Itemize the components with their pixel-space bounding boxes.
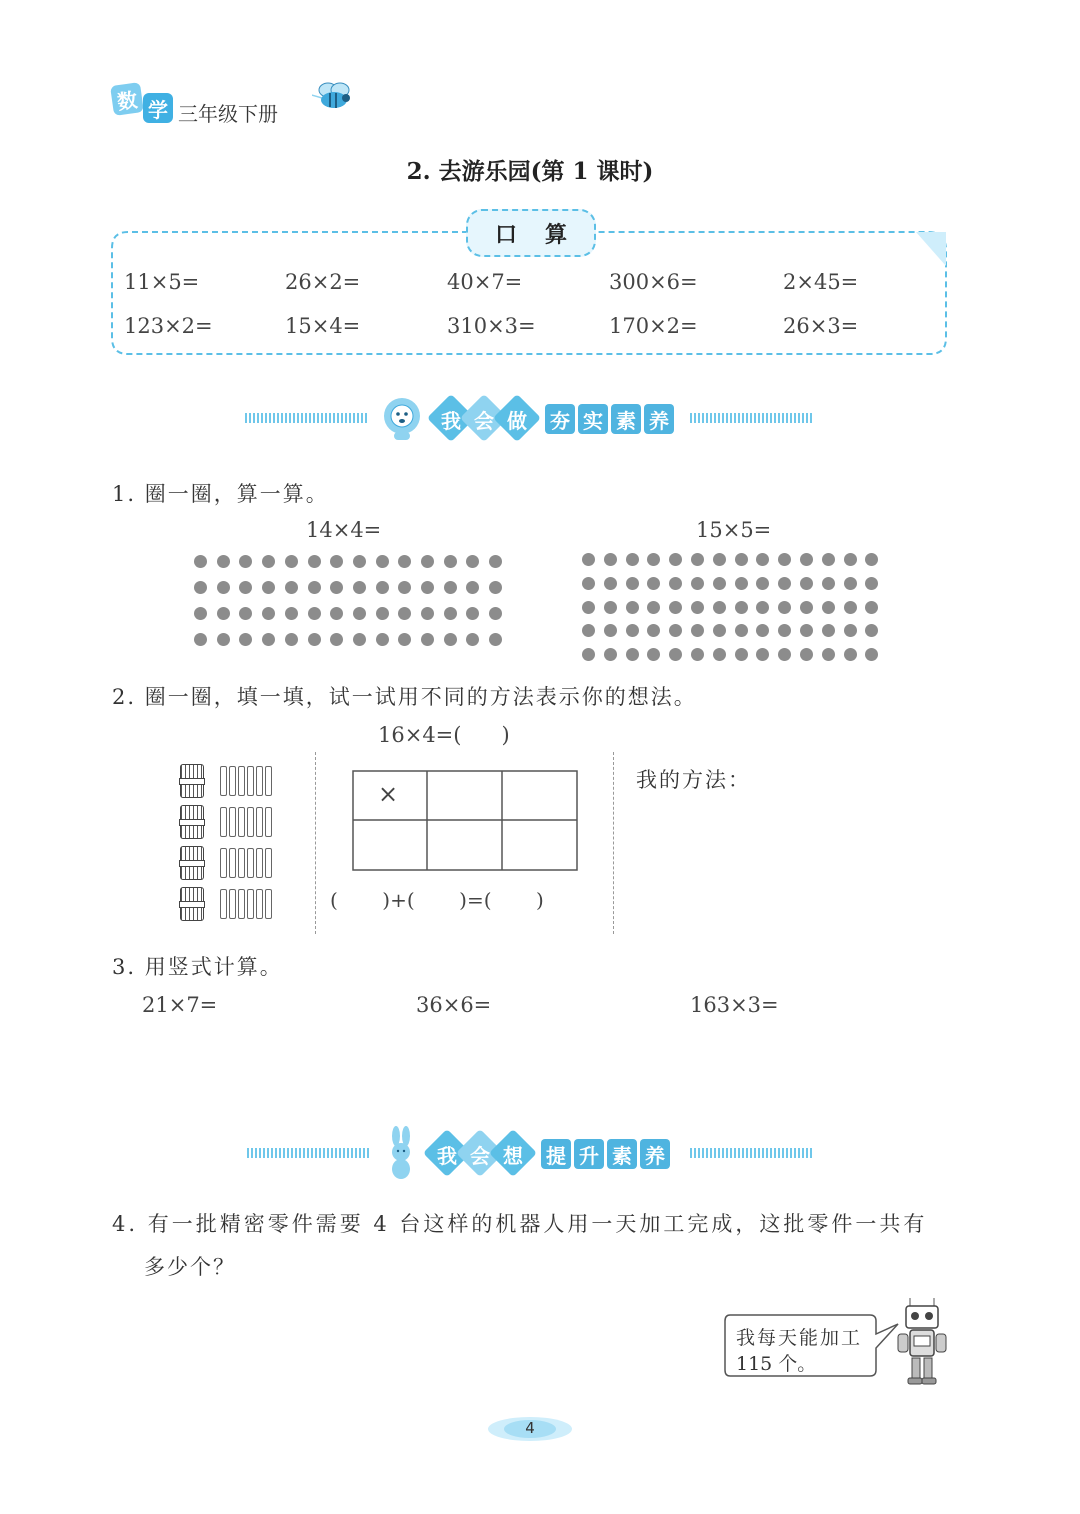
dot <box>865 601 878 614</box>
q2-sum-blanks: ( )+( )=( ) <box>330 888 544 912</box>
dot <box>466 633 479 646</box>
lion-icon <box>378 394 426 442</box>
dot <box>194 555 207 568</box>
dot <box>713 648 726 661</box>
divider-left <box>315 752 316 934</box>
banner-stripe-right <box>690 413 814 423</box>
dot <box>844 601 857 614</box>
dot <box>398 555 411 568</box>
dot <box>647 601 660 614</box>
dot <box>800 624 813 637</box>
dot <box>626 553 639 566</box>
stick-icon <box>229 807 236 837</box>
stick-icon <box>247 889 254 919</box>
banner-stripe-left <box>245 413 369 423</box>
question-3-text: 3. 用竖式计算。 <box>112 955 283 979</box>
dot <box>376 633 389 646</box>
dot <box>865 624 878 637</box>
dot <box>822 601 835 614</box>
stick-icon <box>265 766 272 796</box>
bundle-of-ten-icon <box>180 846 204 880</box>
stick-icon <box>220 807 227 837</box>
dot <box>444 633 457 646</box>
dot <box>582 577 595 590</box>
stick-icon <box>247 766 254 796</box>
dot <box>822 553 835 566</box>
stick-icon <box>220 889 227 919</box>
stick-icon <box>265 807 272 837</box>
dot <box>308 607 321 620</box>
banner-text: 我 <box>437 1144 457 1168</box>
stick-icon <box>247 848 254 878</box>
dot <box>778 601 791 614</box>
dot <box>376 555 389 568</box>
dot <box>330 607 343 620</box>
dot <box>626 648 639 661</box>
dot <box>582 648 595 661</box>
dot <box>330 555 343 568</box>
mental-item: 26×3= <box>783 314 859 338</box>
q3-item: 36×6= <box>416 993 492 1017</box>
q2-expression: 16×4=( ) <box>378 723 510 747</box>
question-1-text: 1. 圈一圈，算一算。 <box>112 482 329 506</box>
dot <box>844 577 857 590</box>
dot <box>489 555 502 568</box>
stick-icon <box>256 807 263 837</box>
dot <box>285 633 298 646</box>
bubble-text-1: 我每天能加工 <box>736 1327 863 1349</box>
dot <box>626 577 639 590</box>
banner-square: 升 <box>574 1139 604 1169</box>
dot <box>262 633 275 646</box>
mental-math-label: 口算 <box>494 222 595 248</box>
dot <box>822 624 835 637</box>
bundle-of-ten-icon <box>180 764 204 798</box>
dot <box>713 624 726 637</box>
question-4-line-1: 4. 有一批精密零件需要 4 台这样的机器人用一天加工完成，这批零件一共有 <box>112 1212 928 1236</box>
mental-item: 123×2= <box>124 314 213 338</box>
stick-icon <box>229 848 236 878</box>
dot <box>691 624 704 637</box>
question-4-line-2: 多少个？ <box>144 1255 236 1279</box>
subject-badge-1: 数 <box>110 82 144 116</box>
dot <box>691 577 704 590</box>
dot <box>647 648 660 661</box>
dot <box>489 607 502 620</box>
stick-icon <box>229 766 236 796</box>
dot <box>421 581 434 594</box>
single-sticks <box>220 766 280 926</box>
mental-math-tag <box>466 209 596 257</box>
rabbit-icon <box>384 1126 418 1180</box>
dot <box>398 607 411 620</box>
dot <box>713 601 726 614</box>
banner-text: 做 <box>507 409 527 433</box>
dot <box>691 648 704 661</box>
dot <box>626 601 639 614</box>
dot <box>376 607 389 620</box>
q1-right-expression: 15×5= <box>696 518 772 542</box>
dot <box>822 577 835 590</box>
stick-icon <box>238 889 245 919</box>
dot <box>217 607 230 620</box>
dot <box>865 648 878 661</box>
dot <box>466 555 479 568</box>
my-method-label: 我的方法： <box>636 768 751 792</box>
dot <box>217 555 230 568</box>
dot <box>194 633 207 646</box>
dot <box>756 553 769 566</box>
banner-square: 养 <box>640 1139 670 1169</box>
bee-icon <box>312 80 356 112</box>
stick-icon <box>247 807 254 837</box>
dot <box>444 581 457 594</box>
dot <box>735 577 748 590</box>
dot <box>713 577 726 590</box>
dot <box>217 581 230 594</box>
dot <box>844 648 857 661</box>
stick-icon <box>265 889 272 919</box>
q3-item: 21×7= <box>142 993 218 1017</box>
mental-item: 170×2= <box>609 314 698 338</box>
dot <box>778 648 791 661</box>
dot <box>604 577 617 590</box>
dot <box>669 624 682 637</box>
dot <box>239 581 252 594</box>
dot <box>756 577 769 590</box>
dot <box>756 601 769 614</box>
dot <box>353 555 366 568</box>
banner-square: 素 <box>607 1139 637 1169</box>
dot <box>735 624 748 637</box>
banner-stripe-left <box>247 1148 369 1158</box>
dot <box>285 607 298 620</box>
dot <box>800 648 813 661</box>
dot <box>800 601 813 614</box>
dot <box>669 648 682 661</box>
dot <box>489 633 502 646</box>
dot <box>376 581 389 594</box>
banner-stripe-right <box>690 1148 814 1158</box>
dot <box>444 555 457 568</box>
dot <box>822 648 835 661</box>
dot-array-right <box>582 553 902 668</box>
banner-text: 会 <box>470 1144 490 1168</box>
page-number: 4 <box>525 1419 535 1437</box>
dot <box>669 553 682 566</box>
banner-text: 会 <box>474 409 494 433</box>
dot <box>262 607 275 620</box>
dot <box>239 607 252 620</box>
stick-icon <box>220 848 227 878</box>
stick-icon <box>256 889 263 919</box>
dot <box>421 633 434 646</box>
dot <box>582 601 595 614</box>
dot <box>308 581 321 594</box>
dot <box>800 553 813 566</box>
stick-icon <box>229 889 236 919</box>
dot <box>308 555 321 568</box>
dot <box>444 607 457 620</box>
question-2-text: 2. 圈一圈，填一填，试一试用不同的方法表示你的想法。 <box>112 685 697 709</box>
dot <box>604 624 617 637</box>
dot <box>778 624 791 637</box>
banner-square: 养 <box>644 404 674 434</box>
stick-icon <box>256 766 263 796</box>
dot <box>466 581 479 594</box>
dot <box>865 577 878 590</box>
dot-array-left <box>194 555 514 655</box>
mental-item: 26×2= <box>285 270 361 294</box>
q1-left-expression: 14×4= <box>306 518 382 542</box>
dot <box>421 555 434 568</box>
dot <box>262 555 275 568</box>
table-times-mark: × <box>378 780 399 808</box>
dot <box>756 648 769 661</box>
robot-icon <box>896 1296 948 1386</box>
dot <box>735 601 748 614</box>
dot <box>604 648 617 661</box>
dot <box>865 553 878 566</box>
stick-icon <box>256 848 263 878</box>
stick-icon <box>265 848 272 878</box>
dot <box>626 624 639 637</box>
dot <box>604 601 617 614</box>
dot <box>669 577 682 590</box>
dot <box>308 633 321 646</box>
dot <box>582 624 595 637</box>
dot <box>582 553 595 566</box>
subject-badge-2: 学 <box>143 93 173 123</box>
dot <box>353 581 366 594</box>
banner-square: 提 <box>541 1139 571 1169</box>
dot <box>217 633 230 646</box>
dot <box>262 581 275 594</box>
dot <box>398 633 411 646</box>
mental-item: 300×6= <box>609 270 698 294</box>
dot <box>466 607 479 620</box>
dot <box>756 624 769 637</box>
banner-square: 夯 <box>545 404 575 434</box>
dot <box>353 633 366 646</box>
dot <box>421 607 434 620</box>
dot <box>353 607 366 620</box>
dot <box>239 555 252 568</box>
banner-text: 我 <box>441 409 461 433</box>
dot <box>647 553 660 566</box>
dot <box>330 633 343 646</box>
lesson-title: 2. 去游乐园(第 1 课时) <box>406 158 654 185</box>
dot <box>735 553 748 566</box>
dot <box>604 553 617 566</box>
dot <box>778 553 791 566</box>
bundle-of-ten-icon <box>180 887 204 921</box>
stick-icon <box>238 848 245 878</box>
dot <box>239 633 252 646</box>
q3-item: 163×3= <box>690 993 779 1017</box>
stick-icon <box>220 766 227 796</box>
dot <box>330 581 343 594</box>
dot <box>778 577 791 590</box>
stick-icon <box>238 807 245 837</box>
dot <box>691 601 704 614</box>
dot <box>800 577 813 590</box>
dot <box>691 553 704 566</box>
mental-item: 11×5= <box>124 270 200 294</box>
dot <box>285 555 298 568</box>
bundle-of-ten-icon <box>180 805 204 839</box>
dot <box>844 624 857 637</box>
dot <box>285 581 298 594</box>
banner-square: 素 <box>611 404 641 434</box>
stick-icon <box>238 766 245 796</box>
banner-square: 实 <box>578 404 608 434</box>
dot <box>647 577 660 590</box>
dot <box>194 607 207 620</box>
dot <box>713 553 726 566</box>
mental-item: 15×4= <box>285 314 361 338</box>
grade-label: 三年级下册 <box>178 102 278 126</box>
banner-text: 想 <box>503 1144 523 1168</box>
dot <box>647 624 660 637</box>
bubble-text-2: 115 个。 <box>736 1353 817 1375</box>
mental-item: 2×45= <box>783 270 859 294</box>
mental-item: 310×3= <box>447 314 536 338</box>
dot <box>194 581 207 594</box>
dot <box>489 581 502 594</box>
dot <box>669 601 682 614</box>
dot <box>735 648 748 661</box>
mental-item: 40×7= <box>447 270 523 294</box>
dot <box>398 581 411 594</box>
dot <box>844 553 857 566</box>
stick-bundles <box>178 764 288 934</box>
divider-right <box>613 752 614 934</box>
